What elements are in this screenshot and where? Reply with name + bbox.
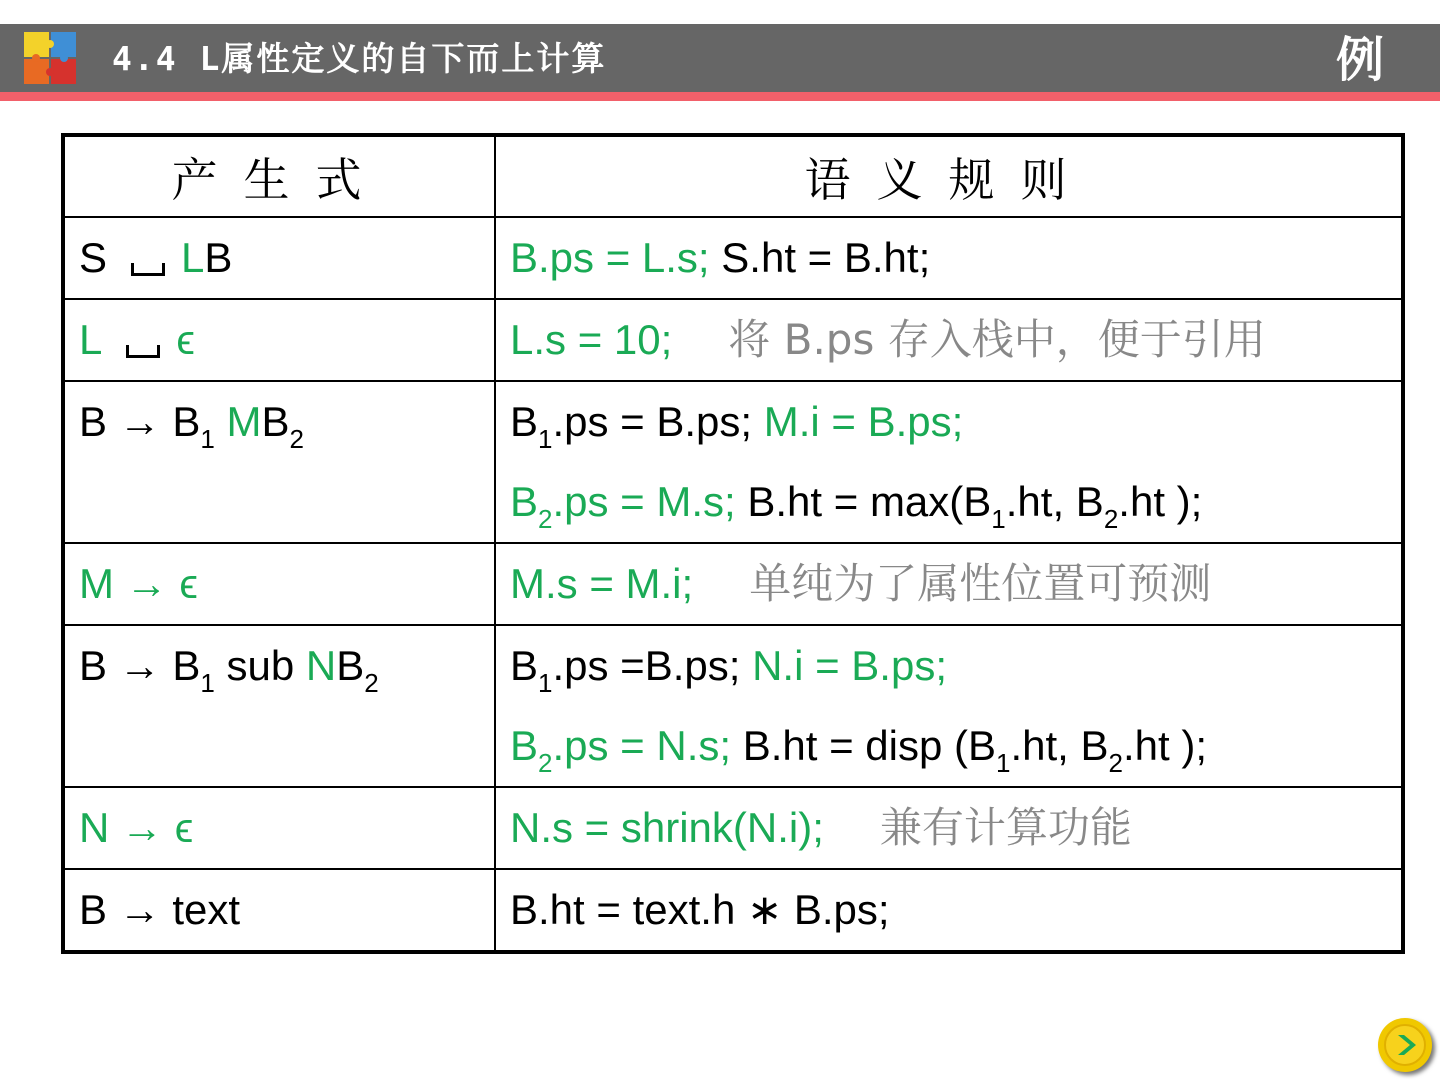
header-production: 产生式 — [63, 135, 495, 217]
header-accent-line — [0, 92, 1440, 101]
rule-comment: 单纯为了属性位置可预测 — [749, 559, 1212, 608]
table-row — [63, 869, 1403, 952]
rule-cell: L.s = 10; 将 B.ps 存入栈中，便于引用 — [495, 299, 1403, 381]
production-cell: M → ϵ — [63, 543, 495, 625]
table-row — [63, 787, 1403, 869]
rule-comment: 兼有计算功能 — [879, 803, 1132, 852]
production-cell: B → text — [63, 869, 495, 952]
next-slide-button[interactable] — [1378, 1018, 1432, 1072]
table-header-row — [63, 135, 1403, 217]
header-semantic-rules: 语义规则 — [495, 135, 1403, 217]
missing-glyph-box-icon — [126, 345, 160, 358]
rule-cell: B.ps = L.s; S.ht = B.ht; — [495, 217, 1403, 299]
production-cell: $B \to B_1$ sub $NB_2$ — [63, 625, 495, 787]
table-row — [63, 217, 1403, 299]
rule-cell: $B_1.ps = B.ps$; M.i = B.ps; $B_2.ps = M.s$; $B.ht = \max(B_1.ht$, $B_2.ht$ ); — [495, 381, 1403, 543]
production-cell: N → ϵ — [63, 787, 495, 869]
rule-cell: N.s = shrink(N.i); 兼有计算功能 — [495, 787, 1403, 869]
rule-cell: M.s = M.i; 单纯为了属性位置可预测 — [495, 543, 1403, 625]
table-row — [63, 381, 1403, 543]
production-cell: S LB — [63, 217, 495, 299]
rule-comment: 将 B.ps 存入栈中，便于引用 — [728, 315, 1266, 364]
production-cell: L ϵ — [63, 299, 495, 381]
rule-cell: B.ht = text.h ∗ B.ps; — [495, 869, 1403, 952]
table-row — [63, 625, 1403, 787]
puzzle-logo-icon — [22, 30, 78, 86]
next-arrow-icon — [1378, 1018, 1432, 1072]
slide-title: 4.4 L属性定义的自下而上计算 — [112, 39, 607, 78]
table-row — [63, 543, 1403, 625]
missing-glyph-box-icon — [131, 263, 165, 276]
production-cell: $B \to B_1$ $MB_2$ — [63, 381, 495, 543]
table-row — [63, 299, 1403, 381]
semantic-rules-table — [61, 133, 1405, 954]
example-tag: 例 — [1335, 32, 1384, 88]
rule-cell: $B_1.ps =B.ps$; N.i = B.ps; $B_2.ps = N.s$; B.ht = disp ($B_1.ht$, $B_2.ht$ ); — [495, 625, 1403, 787]
